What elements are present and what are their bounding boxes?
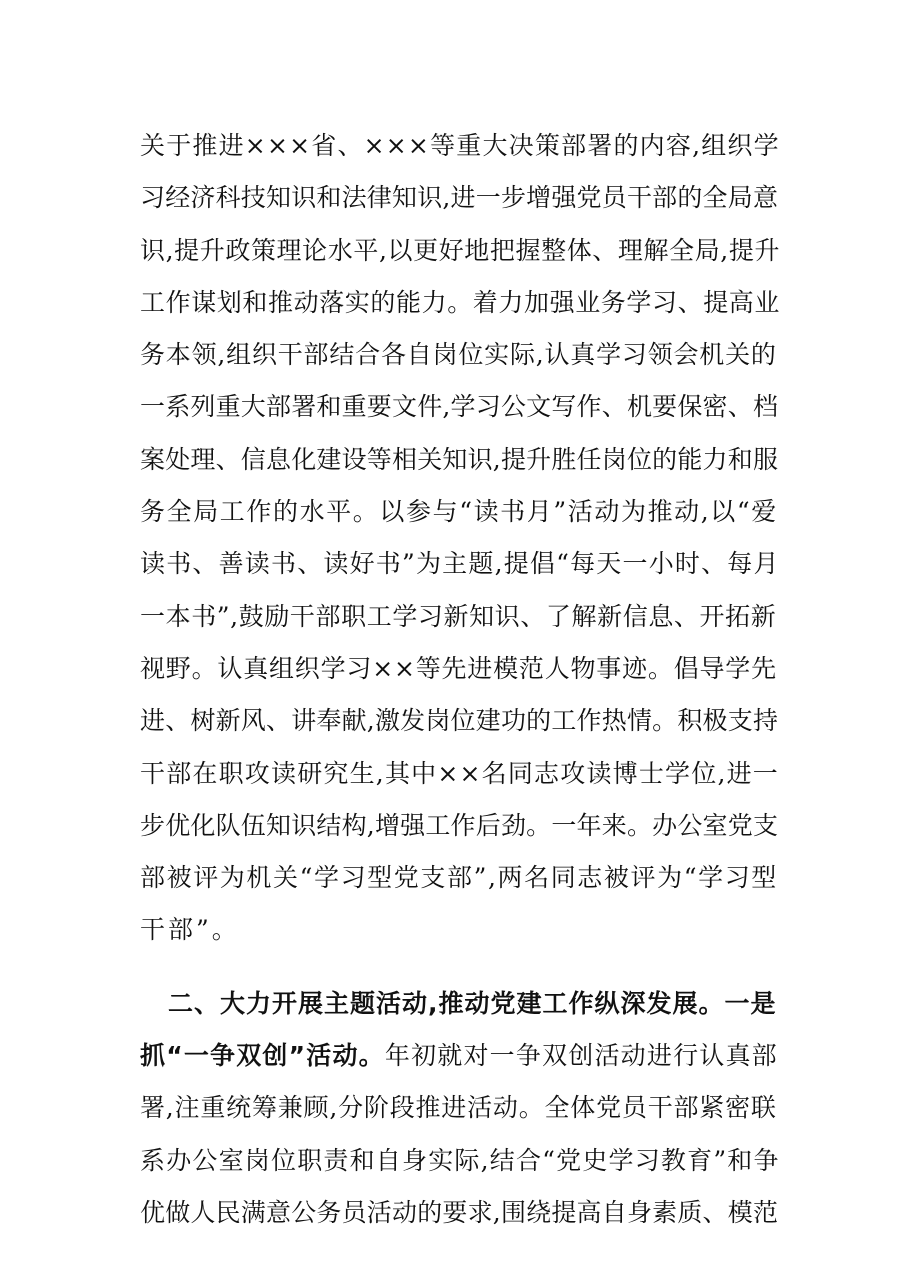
text-line: 视野。认真组织学习××等先进模范人物事迹。倡导学先: [140, 653, 777, 683]
text-run: 年初就对一争双创活动进行认真部: [384, 1041, 778, 1071]
text-line: 案处理、信息化建设等相关知识,提升胜任岗位的能力和服: [140, 444, 779, 474]
text-line: 系办公室岗位职责和自身实际,结合“党史学习教育”和争: [140, 1145, 780, 1175]
text-line: 署,注重统筹兼顾,分阶段推进活动。全体党员干部紧密联: [140, 1093, 777, 1123]
text-line: 干部在职攻读研究生,其中××名同志攻读博士学位,进一: [140, 758, 779, 788]
text-line: 关于推进×××省、×××等重大决策部署的内容,组织学: [140, 131, 780, 160]
text-line: 识,提升政策理论水平,以更好地把握整体、理解全局,提升: [140, 235, 781, 265]
section-heading-line: [140, 985, 780, 1023]
text-line: 务本领,组织干部结合各自岗位实际,认真学习领会机关的: [140, 340, 777, 370]
text-line: 步优化队伍知识结构,增强工作后劲。一年来。办公室党支: [140, 810, 779, 840]
text-line: 部被评为机关“学习型党支部”,两名同志被评为“学习型: [140, 863, 778, 893]
text-line: 务全局工作的水平。以参与“读书月”活动为推动,以“爱: [140, 497, 778, 527]
paragraph-gap: [140, 964, 780, 985]
text-line: 一本书”,鼓励干部职工学习新知识、了解新信息、开拓新: [140, 601, 777, 631]
text-line: 习经济科技知识和法律知识,进一步增强党员干部的全局意: [140, 183, 779, 213]
text-line: 优做人民满意公务员活动的要求,围绕提高自身素质、模范: [140, 1197, 779, 1227]
document-body: [140, 127, 780, 1246]
sub-heading: 抓“一争双创”活动。: [140, 1041, 385, 1071]
text-line: 读书、善读书、读好书”为主题,提倡“每天一小时、每月: [140, 549, 780, 579]
sub-heading-marker: 一是: [724, 988, 777, 1018]
text-line: [140, 1037, 780, 1075]
text-line: 进、树新风、讲奉献,激发岗位建功的工作热情。积极支持: [140, 706, 779, 736]
text-line: 工作谋划和推动落实的能力。着力加强业务学习、提高业: [140, 287, 781, 317]
section-heading: 二、大力开展主题活动,推动党建工作纵深发展。: [168, 988, 725, 1018]
text-line: 干部”。: [140, 915, 240, 945]
text-line: 一系列重大部署和重要文件,学习公文写作、机要保密、档: [140, 392, 779, 422]
